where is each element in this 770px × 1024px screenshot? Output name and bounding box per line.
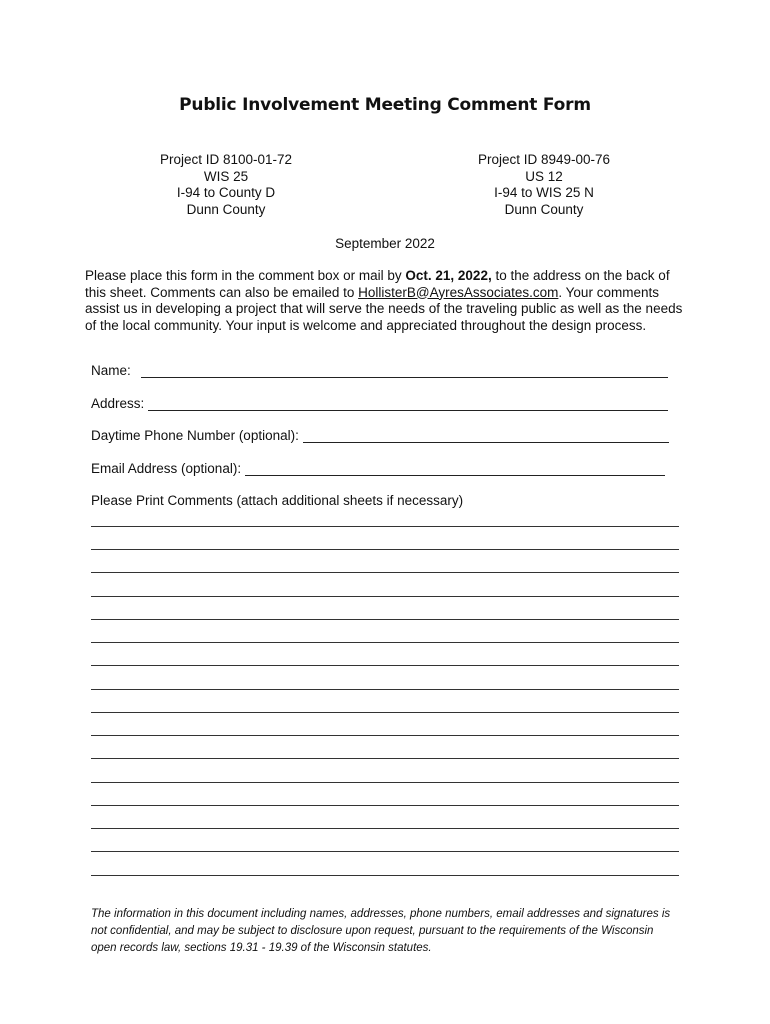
comment-line[interactable] <box>91 828 679 829</box>
address-label: Address: <box>91 396 145 411</box>
address-input-line[interactable] <box>148 398 668 411</box>
phone-label: Daytime Phone Number (optional): <box>91 428 299 443</box>
project-block-left <box>106 152 346 218</box>
phone-field <box>91 428 669 443</box>
intro-paragraph <box>85 268 685 334</box>
comments-label: Please Print Comments (attach additional sheets if necessary) <box>91 493 464 508</box>
comment-line[interactable] <box>91 782 679 783</box>
comment-line[interactable] <box>91 619 679 620</box>
comment-line[interactable] <box>91 805 679 806</box>
page-title: Public Involvement Meeting Comment Form <box>179 95 591 115</box>
comment-line[interactable] <box>91 572 679 573</box>
comment-line[interactable] <box>91 549 679 550</box>
comment-line[interactable] <box>91 689 679 690</box>
deadline-date: Oct. 21, 2022, <box>405 268 492 283</box>
comment-line[interactable] <box>91 758 679 759</box>
intro-text: Please place this form in the comment box or mail by <box>85 268 406 283</box>
privacy-disclaimer: The information in this document including names, addresses, phone numbers, email addresses and signatures is not confidential, and may be subject to disclosure upon request, pursuant to the requirements of the Wisconsin open records law, sections 19.31 - 19.39 of the Wisconsin statutes. <box>91 908 671 954</box>
meeting-date: September 2022 <box>335 236 435 251</box>
name-label: Name: <box>91 363 131 378</box>
project-county: Dunn County <box>186 201 266 217</box>
name-input-line[interactable] <box>141 365 668 378</box>
project-id: Project ID 8949-00-76 <box>477 152 611 167</box>
intro-text: to the address on the back of this sheet. Comments can also be emailed to <box>85 268 670 300</box>
email-input-line[interactable] <box>245 463 665 476</box>
intro-text: . Your comments assist us in developing a project that will serve the needs of the traveling public as well as the needs of the local community. Your input is welcome and appreciated throughout the design process. <box>85 284 683 333</box>
comment-line[interactable] <box>91 851 679 852</box>
email-field <box>91 461 665 476</box>
project-route: WIS 25 <box>203 168 249 184</box>
address-field <box>91 396 668 411</box>
project-route: US 12 <box>525 168 563 184</box>
phone-input-line[interactable] <box>303 430 669 443</box>
comment-line[interactable] <box>91 526 679 527</box>
contact-email-link[interactable]: HollisterB@AyresAssociates.com <box>358 284 559 300</box>
project-segment: I-94 to WIS 25 N <box>494 185 594 200</box>
project-block-right <box>424 152 664 218</box>
comment-line[interactable] <box>91 596 679 597</box>
name-field <box>91 363 668 378</box>
project-segment: I-94 to County D <box>176 185 276 200</box>
comment-line[interactable] <box>91 875 679 876</box>
comment-line[interactable] <box>91 712 679 713</box>
comment-line[interactable] <box>91 665 679 666</box>
project-id: Project ID 8100-01-72 <box>159 152 293 167</box>
comment-line[interactable] <box>91 735 679 736</box>
email-label: Email Address (optional): <box>91 461 242 476</box>
project-county: Dunn County <box>504 201 584 217</box>
comment-line[interactable] <box>91 642 679 643</box>
